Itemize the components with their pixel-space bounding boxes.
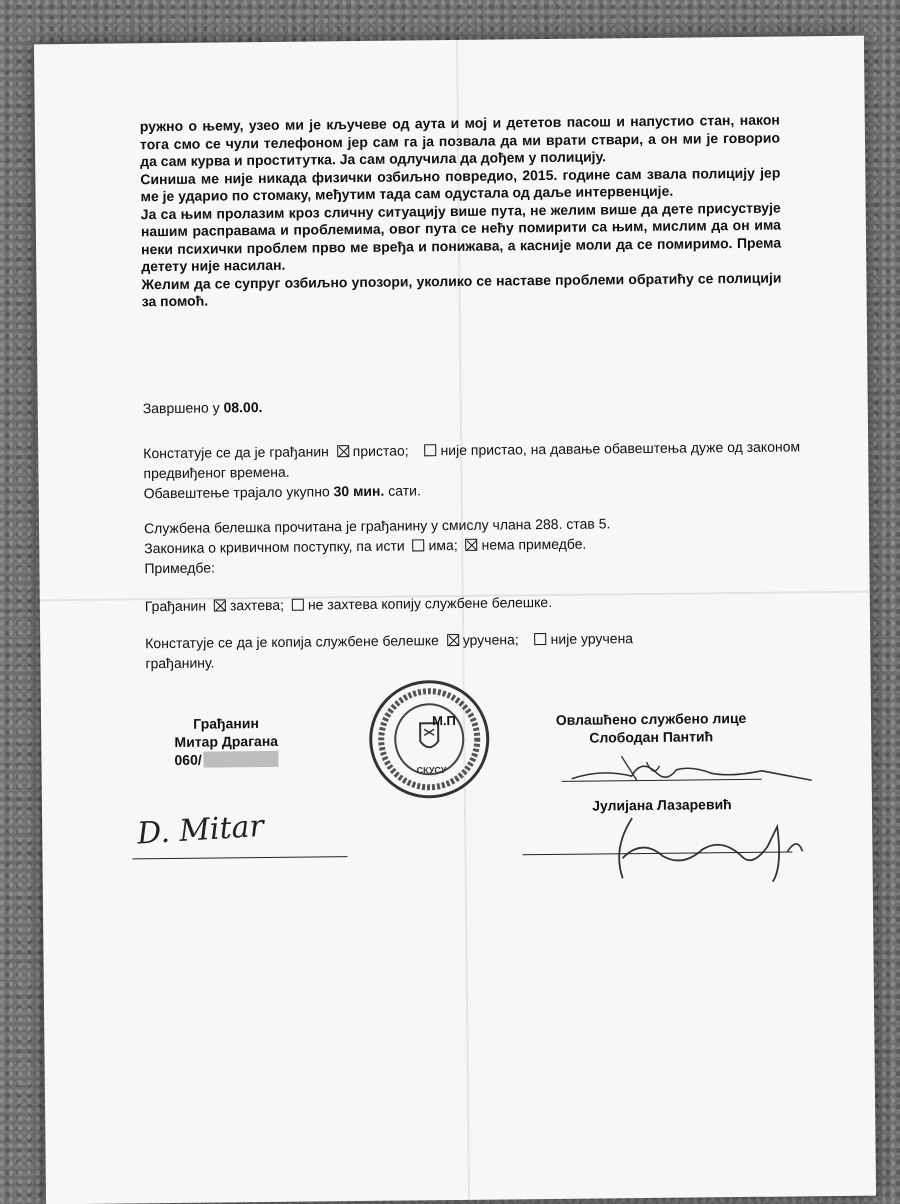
consent-prefix: Констатује се да је грађанин xyxy=(143,443,329,462)
reading-section xyxy=(144,511,805,578)
duration-suffix: сати. xyxy=(388,482,421,499)
remarks-has-label: има; xyxy=(428,536,458,554)
duration-prefix: Обавештење трајало укупно xyxy=(143,483,330,502)
copy-delivery-prefix: Констатује се да је копија службене белешке xyxy=(145,632,439,652)
document-paper xyxy=(34,36,876,1204)
reading-line-1: Службена белешка прочитана је грађанину у смислу члана 288. став 5. xyxy=(143,515,611,537)
copy-delivery-section xyxy=(145,626,805,673)
copy-delivery-suffix: грађанину. xyxy=(145,654,215,672)
remarks-none-checkbox[interactable] xyxy=(466,539,478,551)
official-name-1: Слободан Пантић xyxy=(589,728,714,746)
copy-request-line xyxy=(145,589,805,616)
consent-not-agreed-checkbox[interactable] xyxy=(424,444,436,456)
official-name-2: Јулијана Лазаревић xyxy=(592,796,732,814)
citizen-name: Митар Драгана xyxy=(174,732,279,750)
citizen-signature-line xyxy=(132,856,347,859)
paragraph-3: Ја са њим пролазим кроз сличну ситуацију више пута, не желим више да дете присуствује нашим расправама и проблемима, овог пута се нећу помирити са њим, мислим да он има неки психички проблем прво ме вређа и понижава, а касније моли да се помиримо. Према детету није насилан. xyxy=(140,199,782,275)
completed-time: 08.00. xyxy=(223,399,263,416)
duration-value: 30 мин. xyxy=(333,482,385,500)
paragraph-2: Синиша ме није никада физички озбиљно повредио, 2015. године сам звала полицију јер ме је ударио по стомаку, међутим тада сам одустала од даље интервенције. xyxy=(140,164,781,205)
official-signature-2-icon xyxy=(562,806,823,889)
copy-not-requests-checkbox[interactable] xyxy=(292,599,304,611)
copy-requests-checkbox[interactable] xyxy=(214,599,226,611)
remarks-label: Примедбе: xyxy=(144,559,216,577)
remarks-none-label: нема примедбе. xyxy=(481,535,587,553)
copy-not-delivered-checkbox[interactable] xyxy=(535,633,547,645)
reading-line-2: Законика о кривичном поступку, па исти xyxy=(144,537,405,557)
copy-requests-label: захтева; xyxy=(229,596,285,614)
statement-text xyxy=(140,112,782,311)
remarks-has-checkbox[interactable] xyxy=(412,539,424,551)
consent-agreed-checkbox[interactable] xyxy=(337,445,349,457)
citizen-title: Грађанин xyxy=(193,715,259,732)
completed-line xyxy=(143,391,803,418)
official-stamp xyxy=(369,680,490,799)
official-block xyxy=(541,709,761,747)
citizen-phone: 060/ xyxy=(174,751,202,768)
consent-not-agreed-label: није пристао, на давање обавештења дуже од законом предвиђеног времена. xyxy=(143,438,801,482)
completed-label: Завршено у xyxy=(142,399,220,417)
official-title: Овлашћено службено лице xyxy=(555,709,747,728)
consent-agreed-label: пристао; xyxy=(352,442,409,460)
consent-section xyxy=(143,436,804,503)
stamp-inner-text: СКУСУ xyxy=(416,765,447,776)
paragraph-4: Желим да се супруг озбиљно упозори, уколико се наставе проблеми обратићу се полицији за помоћ. xyxy=(141,269,782,310)
copy-delivered-label: уручена; xyxy=(462,631,519,648)
phone-redaction xyxy=(204,751,279,768)
copy-request-prefix: Грађанин xyxy=(144,597,207,615)
stamp-mp: М.П xyxy=(431,712,456,729)
copy-not-requests-label: не захтева копију службене белешке. xyxy=(307,593,553,613)
citizen-block xyxy=(156,714,297,769)
copy-delivered-checkbox[interactable] xyxy=(447,634,459,646)
copy-not-delivered-label: није уручена xyxy=(550,630,634,647)
official-signature-1-icon xyxy=(561,746,821,794)
citizen-signature: D. Mitar xyxy=(136,808,265,852)
paragraph-1: ружно о њему, узео ми је кључеве од аута и мој и дететов пасош и напустио стан, након тога смо се чули телефоном јер сам га ја позвала да ми врати ствари, а он ми је говорио да сам курва и проститутка. Ја сам одлучила да дођем у полицију. xyxy=(139,111,781,170)
